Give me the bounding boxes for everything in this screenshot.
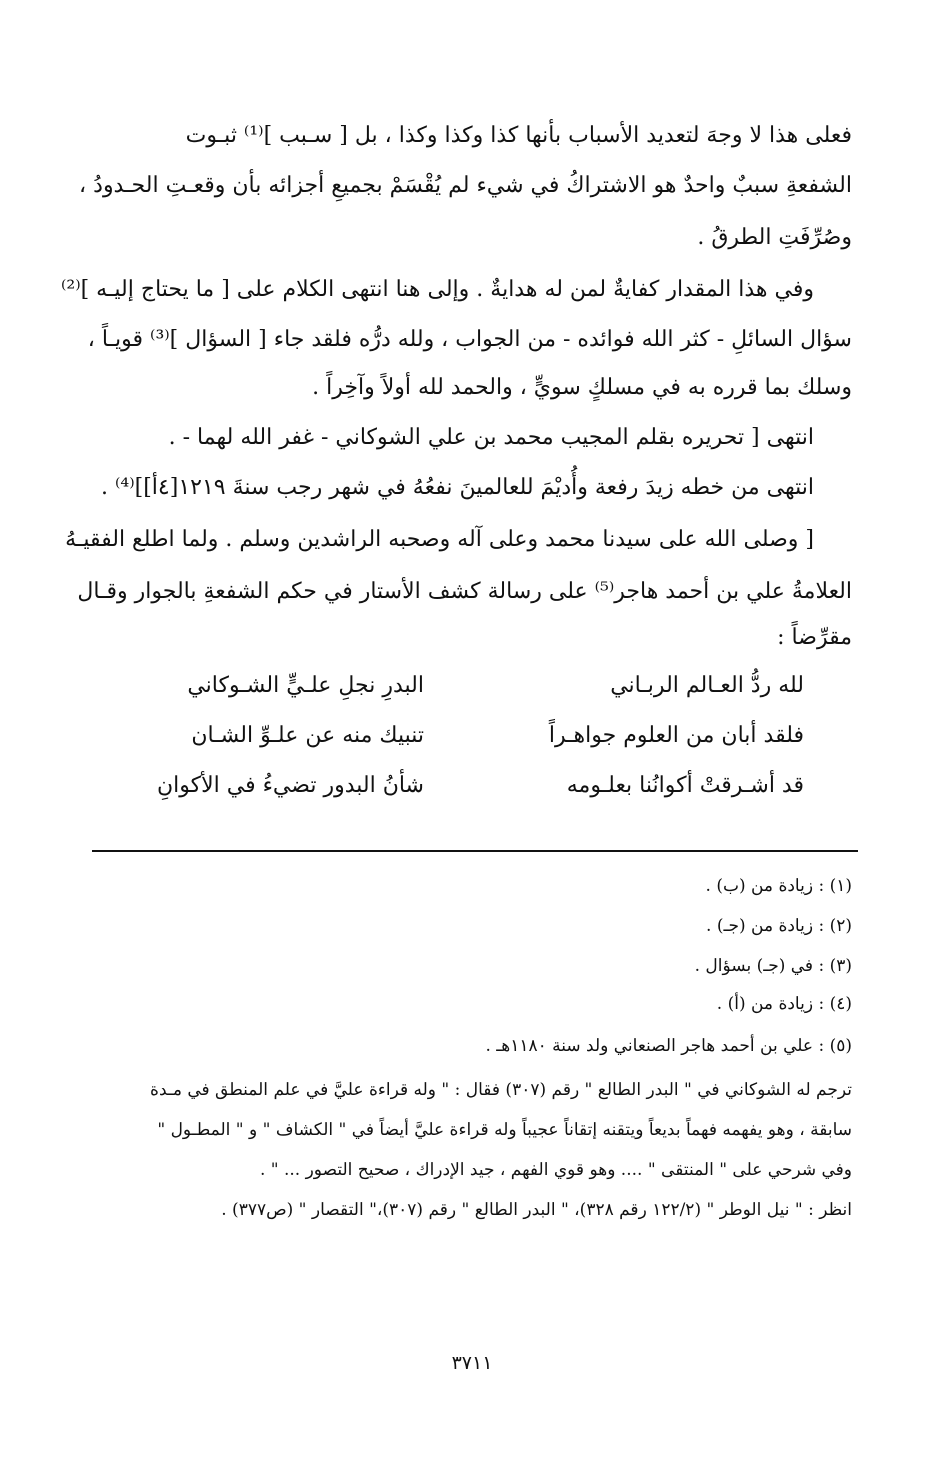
- main-text-line-5: سؤال السائلِ - كثر الله فوائده - من الجواب ، ولله درُّه فلقد جاء [ السؤال ]⁽³⁾ قويـاً ،: [87, 327, 852, 352]
- footnote-3: (٣) : في (جـ) بسؤال .: [694, 956, 852, 976]
- footnote-5-line-3: سابقة ، وهو يفهمه فهماً بديعاً ويتقنه إتقاناً عجيباً وله قراءة عليَّ أيضاً في " الكشاف " و " المطـول ": [157, 1120, 852, 1140]
- footnote-5-line-4: وفي شرحي على " المنتقى " .... وهو قوي الفهم ، جيد الإدراك ، صحيح التصور ... " .: [259, 1160, 852, 1180]
- main-text-line-6: وسلك بما قرره به في مسلكٍ سويٍّ ، والحمد لله أولاً وآخِراً .: [312, 375, 852, 400]
- main-text-line-11: مقرِّضاً :: [777, 625, 852, 650]
- verse-1-second-hemistich: البدرِ نجلِ علـيٍّ الشـوكاني: [187, 673, 424, 698]
- main-text-line-3: وصُرِّفَتِ الطرقُ .: [697, 225, 852, 250]
- main-text-line-7: انتهى [ تحريره بقلم المجيب محمد بن علي الشوكاني - غفر الله لهما - .: [168, 425, 814, 450]
- footnote-5-line-5: انظر : " نيل الوطر " (١٢٢/٢ رقم ٣٢٨)، " البدر الطالع " رقم (٣٠٧)،" التقصار " (ص٣٧٧) .: [221, 1200, 852, 1220]
- page-number: ٣٧١١: [451, 1352, 493, 1374]
- verse-2-first-hemistich: فلقد أبان من العلوم جواهـراً: [548, 723, 804, 748]
- main-text-line-10: العلامةُ علي بن أحمد هاجر⁽⁵⁾ على رسالة كشف الأستار في حكم الشفعةِ بالجوار وقـال: [77, 579, 852, 604]
- main-text-line-2: الشفعةِ سببٌ واحدٌ هو الاشتراكُ في شيء لم يُقْسَمْ بجميعِ أجزائه بأن وقعـتِ الحـدودُ ،: [79, 173, 852, 198]
- footnote-1: (١) : زيادة من (ب) .: [705, 876, 852, 896]
- main-text-line-4: وفي هذا المقدار كفايةٌ لمن له هدايةٌ . وإلى هنا انتهى الكلام على [ ما يحتاج إليـه ]⁽²⁾: [60, 277, 814, 302]
- verse-3-second-hemistich: شأنُ البدور تضيءُ في الأكوانِ: [156, 773, 424, 798]
- footnote-2: (٢) : زيادة من (جـ) .: [706, 916, 852, 936]
- footnote-separator: [92, 850, 858, 852]
- verse-1-first-hemistich: لله ردُّ العـالم الربـاني: [610, 673, 804, 698]
- verse-3-first-hemistich: قد أشـرقتْ أكوانُنا بعلـومه: [566, 773, 804, 798]
- footnote-5-line-2: ترجم له الشوكاني في " البدر الطالع " رقم (٣٠٧) فقال : " وله قراءة عليَّ في علم المنطق في مـدة: [150, 1080, 852, 1100]
- verse-2-second-hemistich: تنبيك منه عن علـوِّ الشـان: [191, 723, 424, 748]
- main-text-line-8: انتهى من خطه زيدَ رفعة وأُديْمَ للعالمينَ نفعُهُ في شهر رجب سنةَ ١٢١٩[٤أ]]⁽⁴⁾ .: [100, 475, 814, 500]
- main-text-line-9: [ وصلى الله على سيدنا محمد وعلى آله وصحبه الراشدين وسلم . ولما اطلع الفقيـهُ: [65, 527, 814, 552]
- main-text-line-1: فعلى هذا لا وجهَ لتعديد الأسباب بأنها كذا وكذا وكذا ، بل [ سـبب ]⁽¹⁾ ثبـوت: [185, 123, 852, 148]
- footnote-4: (٤) : زيادة من (أ) .: [716, 994, 852, 1014]
- footnote-5: (٥) : علي بن أحمد هاجر الصنعاني ولد سنة ١١٨٠هـ .: [485, 1036, 852, 1056]
